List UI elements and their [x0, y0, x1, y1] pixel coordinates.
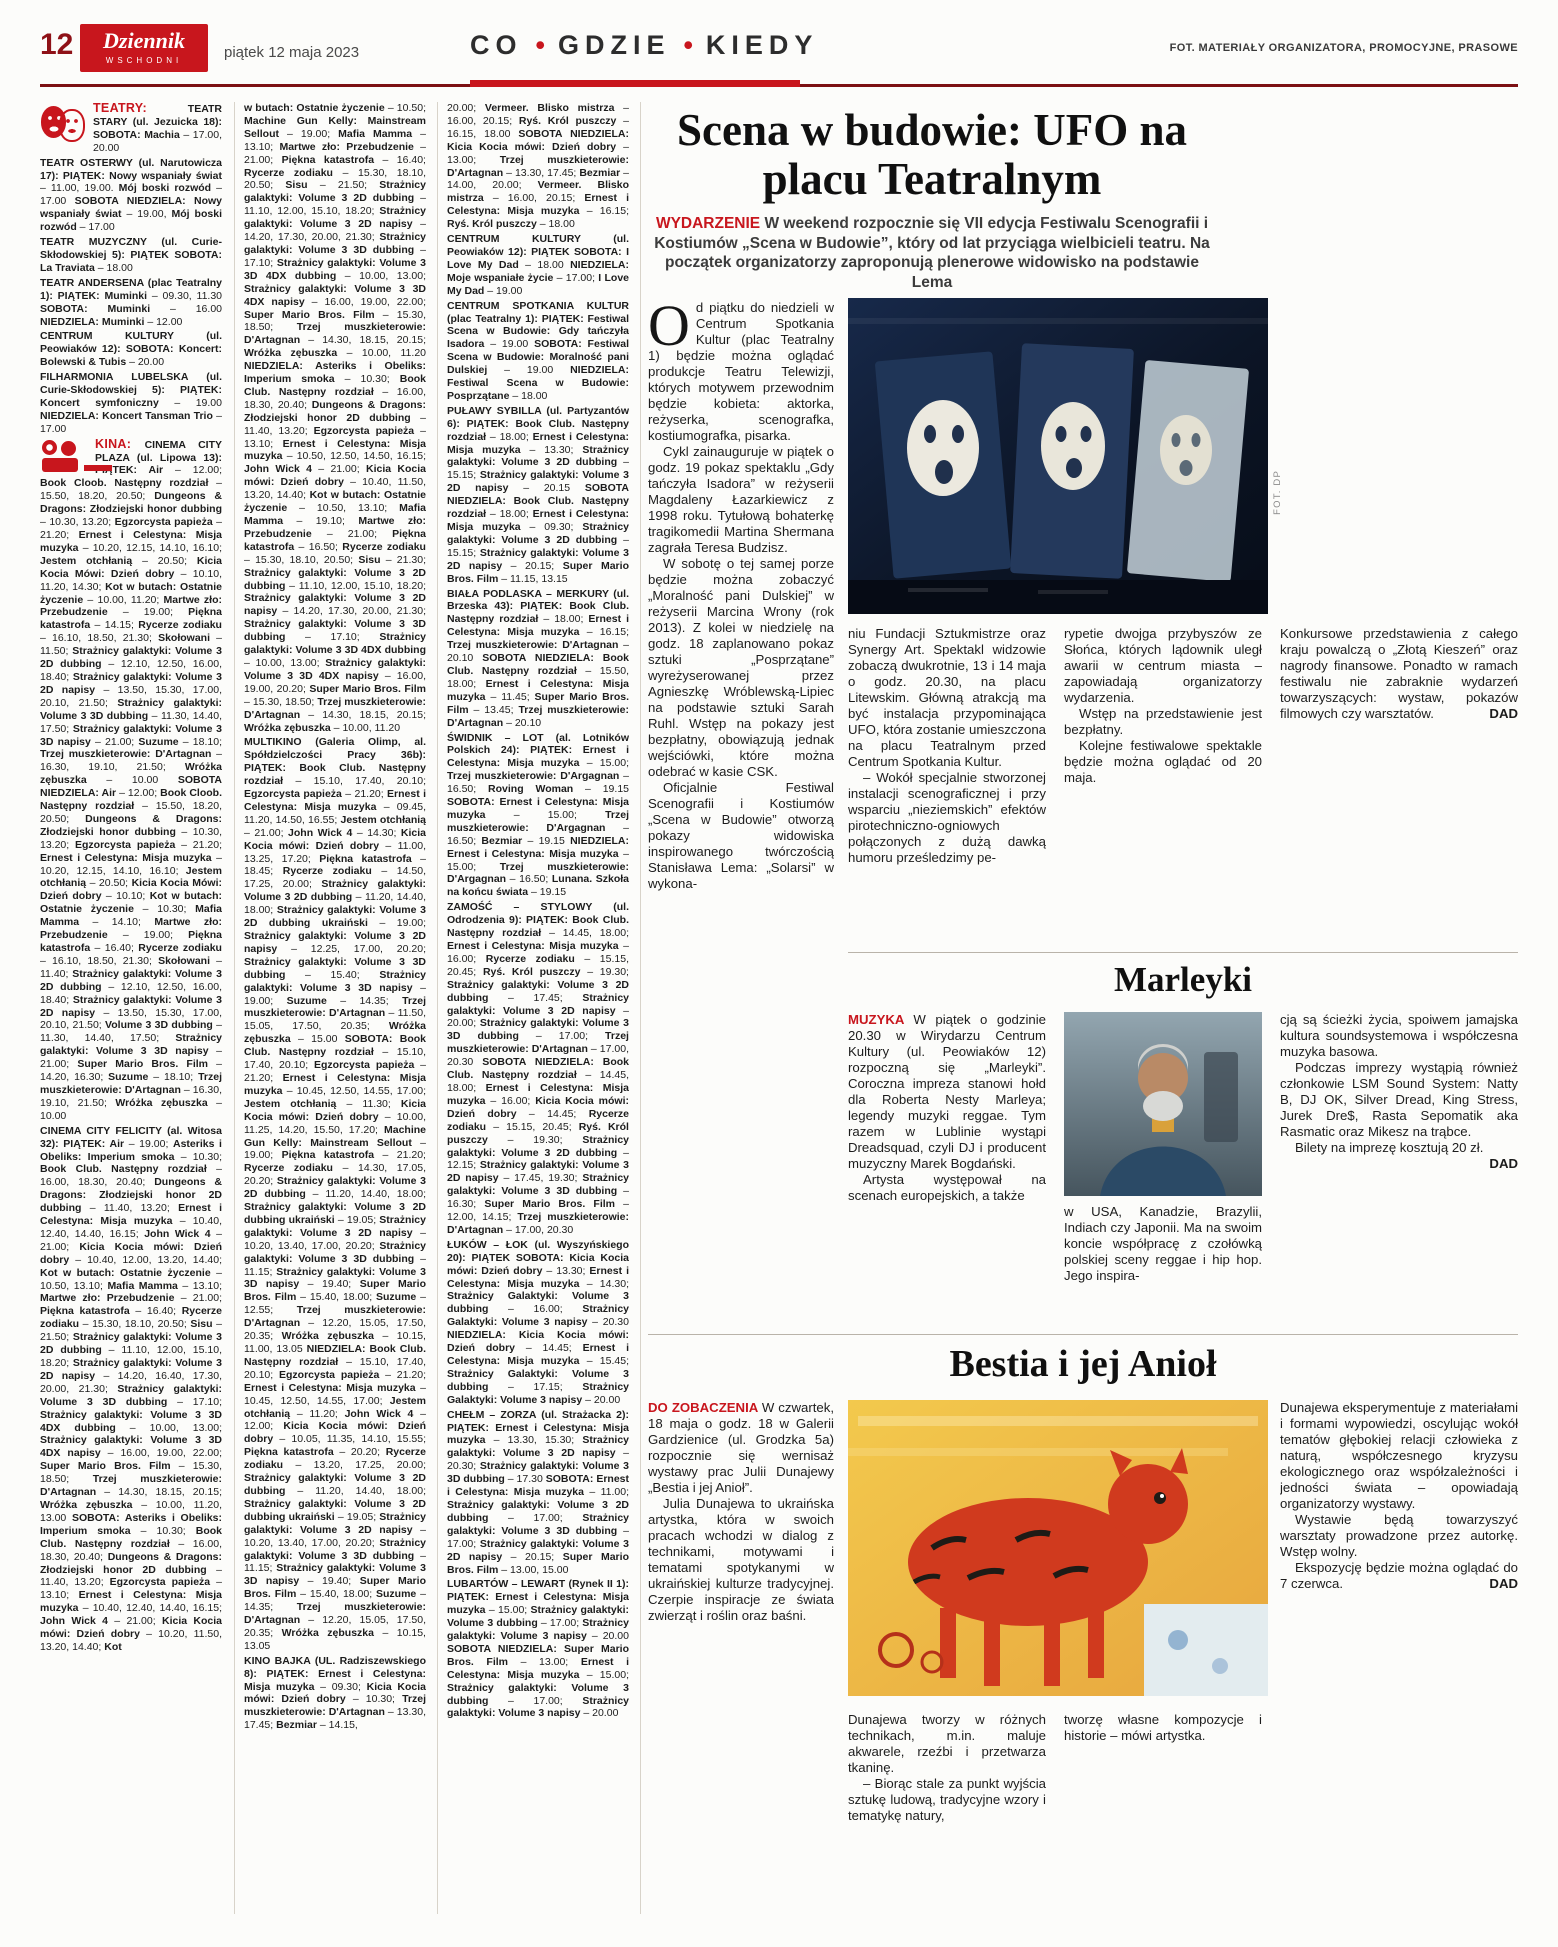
- label: MUZYKA: [848, 1012, 914, 1027]
- brand-logo: [80, 24, 208, 72]
- paragraph: [447, 233, 629, 298]
- text-run: Oficjalnie Festiwal Scenografii i Kostiumów „Scena w Budowie” otworzą pokazy widowiska inspirowanego twórczością Stanisława Lema: „Solarsi” w wykona-: [648, 780, 834, 891]
- paragraph: [40, 236, 222, 275]
- text-run: BIAŁA PODLASKA – MERKURY (ul. Brzeska 43): PIĄTEK: Book Club. Następny rozdział – 18.00; Ernest i Celestyna: Misja muzyka – 16.15; Trzej muszkieterowie: D'Artagnan – 20.10 SOBOTA NIEDZIELA: Book Club. Następny rozdział – 15.50, 18.00; Ernest i Celestyna: Misja muzyka – 11.45; Super Mario Bros. Film – 13.45; Trzej muszkieterowie: D'Artagnan – 20.10: [447, 587, 629, 729]
- paragraph: [848, 1712, 1046, 1776]
- text-run: ŁUKÓW – ŁOK (ul. Wyszyńskiego 20): PIĄTEK SOBOTA: Kicia Kocia mówi: Dzień dobry – 13.30; Ernest i Celestyna: Misja muzyka – 14.30; Strażnicy Galaktyki: Volume 3 dubbing – 16.00; Strażnicy Galaktyki: Volume 3 napisy – 20.30 NIEDZIELA: Kicia Kocia mówi: Dzień dobry – 14.45; Ernest i Celestyna: Misja muzyka – 15.45; Strażnicy Galaktyki: Volume 3 dubbing – 17.15; Strażnicy Galaktyki: Volume 3 napisy – 20.00: [447, 1238, 629, 1406]
- issue-date: piątek 12 maja 2023: [224, 44, 360, 61]
- text-run: Kolejne festiwalowe spektakle będzie można oglądać od 20 maja.: [1064, 738, 1262, 785]
- text-run: ŚWIDNIK – LOT (al. Lotników Polskich 24): PIĄTEK: Ernest i Celestyna: Misja muzyka – 15.00; Trzej muszkieterowie: D'Argagnan – 16.50; Roving Woman – 19.15 SOBOTA: Ernest i Celestyna: Misja muzyka – 15.00; Trzej muszkieterowie: D'Argagnan – 16.50; Bezmiar – 19.15 NIEDZIELA: Ernest i Celestyna: Misja muzyka – 15.00; Trzej muszkieterowie: D'Argagnan – 16.50; Lunana. Szkoła na końcu świata – 19.15: [447, 731, 629, 899]
- header-accent-rule: [470, 80, 800, 87]
- article-headline-ufo: Scena w budowie: UFO na placu Teatralnym: [676, 105, 1188, 204]
- bestia-column-4: [1280, 1400, 1518, 1905]
- section-word: CO: [470, 30, 523, 60]
- marleyki-photo: [1064, 1012, 1262, 1196]
- column-divider: [234, 102, 235, 1914]
- ufo-article-column-4: [1280, 626, 1518, 946]
- text-run: W sobotę o tej samej porze będzie można zobaczyć „Moralność pani Dulskiej” w reżyserii Marcina Wrony (rok 2013). Z kolei w niedzielę na godz. 18 zaplanowano pokaz sztuki „Posprzątane” wyreżyserowanej przez Agnieszkę Wróblewską-Lipiec na podstawie sztuki Sarah Ruhl. Wstęp na pokazy jest bezpłatny, obowiązują jednak wejściówki, które można odebrać w kasie CSK.: [648, 556, 834, 779]
- text-run: PUŁAWY SYBILLA (ul. Partyzantów 6): PIĄTEK: Book Club. Następny rozdział – 18.00; Ernest i Celestyna: Misja muzyka – 13.30; Strażnicy galaktyki: Volume 3 2D dubbing – 15.15; Strażnicy galaktyki: Volume 3 2D napisy – 20.15 SOBOTA NIEDZIELA: Book Club. Następny rozdział – 18.00; Ernest i Celestyna: Misja muzyka – 09.30; Strażnicy galaktyki: Volume 3 2D dubbing – 15.15; Strażnicy galaktyki: Volume 3 2D napisy – 20.15; Super Mario Bros. Film – 11.15, 13.15: [447, 404, 629, 585]
- text-run: Podczas imprezy wystąpią również członkowie LSM Sound System: Natty B, DJ OK, Silver Dread, King Stress, Jurek Dre$, Rasta Sepomatik aka Rasmatic oraz Mikesz na trąbce.: [1280, 1060, 1518, 1139]
- paragraph: [40, 371, 222, 436]
- column-divider: [437, 102, 438, 1914]
- marleyki-column-1: [848, 1012, 1046, 1310]
- paragraph: [447, 1239, 629, 1407]
- photo-credits-note: FOT. MATERIAŁY ORGANIZATORA, PROMOCYJNE, PRASOWE: [1169, 42, 1518, 54]
- text-run: ZAMOŚĆ – STYLOWY (ul. Odrodzenia 9): PIĄTEK: Book Club. Następny rozdział – 14.45, 18.00; Ernest i Celestyna: Misja muzyka – 16.00; Rycerze zodiaku – 15.15, 20.45; Ryś. Król puszczy – 19.30; Strażnicy galaktyki: Volume 3 2D dubbing – 17.45; Strażnicy galaktyki: Volume 3 2D napisy – 20.00; Strażnicy galaktyki: Volume 3 3D dubbing – 17.00; Trzej muszkieterowie: D'Artagnan – 17.00, 20.30 SOBOTA NIEDZIELA: Book Club. Następny rozdział – 14.45, 18.00; Ernest i Celestyna: Misja muzyka – 16.00; Kicia Kocia mówi: Dzień dobry – 14.45; Rycerze zodiaku – 15.15, 20.45; Ryś. Król puszczy – 19.30; Strażnicy galaktyki: Volume 3 2D dubbing – 12.15; Strażnicy galaktyki: Volume 3 2D napisy – 17.45, 19.30; Strażnicy galaktyki: Volume 3 3D dubbing – 16.30; Super Mario Bros. Film – 12.00, 14.15; Trzej muszkieterowie: D'Artagnan – 17.00, 20.30: [447, 901, 629, 1236]
- paragraph: [447, 732, 629, 900]
- paragraph: [40, 1125, 222, 1654]
- article-headline-marleyki: Marleyki: [1113, 960, 1253, 999]
- text-run: LUBARTÓW – LEWART (Rynek II 1): PIĄTEK: Ernest i Celestyna: Misja muzyka – 15.00; Strażnicy galaktyki: Volume 3 dubbing – 17.00; Strażnicy galaktyki: Volume 3 napisy – 20.00 SOBOTA NIEDZIELA: Super Mario Bros. Film – 13.00; Ernest i Celestyna: Misja muzyka – 15.00; Strażnicy galaktyki: Volume 3 dubbing – 17.00; Strażnicy galaktyki: Volume 3 napisy – 20.00: [447, 1578, 629, 1720]
- section-word: • KIEDY: [670, 30, 818, 60]
- listings-column-1: [40, 102, 222, 1914]
- label: TEATRY:: [93, 102, 188, 115]
- text-run: CENTRUM KULTURY (ul. Peowiaków 12): PIĄTEK SOBOTA: I Love My Dad – 18.00 NIEDZIELA: Moje wspaniałe życie – 17.00; I Love My Dad – 19.00: [447, 233, 629, 297]
- paragraph: [1064, 626, 1262, 706]
- paragraph: [40, 277, 222, 329]
- paragraph: [40, 330, 222, 369]
- text-run: FILHARMONIA LUBELSKA (ul. Curie-Skłodowskiej 5): PIĄTEK: Koncert symfoniczny – 19.00 NIEDZIELA: Koncert Tansman Trio – 17.00: [40, 371, 222, 435]
- bestia-artwork: [848, 1400, 1268, 1696]
- stage-masks-photo-illustration: [848, 298, 1268, 614]
- author-initials: DAD: [1489, 1156, 1518, 1171]
- text-run: CINEMA CITY PLAZA (ul. Lipowa 13): PIĄTEK: Air – 12.00; Book Cloob. Następny rozdział – 15.50, 18.20, 20.50; Dungeons & Dragons: Złodziejski honor dubbing – 10.30, 13.20; Egzorcysta papieża – 21.20; Ernest i Celestyna: Misja muzyka – 10.20, 12.15, 14.10, 16.10; Jestem otchłanią – 20.50; Kicia Kocia Mówi: Dzień dobry – 10.10, 11.20, 14.30; Kot w butach: Ostatnie życzenie – 10.00, 11.20; Martwe zło: Przebudzenie – 19.00; Piękna katastrofa – 14.15; Rycerze zodiaku – 16.10, 18.50, 21.30; Skołowani – 11.50; Strażnicy galaktyki: Volume 3 2D dubbing – 12.10, 12.50, 16.00, 18.40; Strażnicy galaktyki: Volume 3 2D napisy – 13.50, 15.30, 17.00, 20.10, 21.50; Strażnicy galaktyki: Volume 3 3D dubbing – 11.30, 14.40, 17.50; Strażnicy galaktyki: Volume 3 3D napisy – 21.00; Suzume – 18.10; Trzej muszkieterowie: D'Artagnan – 16.30, 19.10, 21.50; Wróżka zębuszka – 10.00 SOBOTA NIEDZIELA: Air – 12.00; Book Cloob. Następny rozdział – 15.50, 18.20, 20.50; Dungeons & Dragons: Złodziejski honor dubbing – 10.30, 13.20; Egzorcysta papieża – 21.20; Ernest i Celestyna: Misja muzyka – 10.20, 12.15, 14.10, 16.10; Jestem otchłanią – 20.50; Kicia Kocia Mówi: Dzień dobry – 10.10; Kot w butach: Ostatnie życzenie – 10.30; Mafia Mamma – 14.10; Martwe zło: Przebudzenie – 19.00; Piękna katastrofa – 16.40; Rycerze zodiaku – 16.10, 18.50, 21.30; Skołowani – 11.40; Strażnicy galaktyki: Volume 3 2D dubbing – 12.10, 12.50, 16.00, 18.40; Strażnicy galaktyki: Volume 3 2D napisy – 13.50, 15.30, 17.00, 20.10, 21.50; Volume 3 3D dubbing – 11.30, 14.40, 17.50; Strażnicy galaktyki: Volume 3 3D napisy – 21.00; Super Mario Bros. Film – 14.20, 16.30; Suzume – 18.10; Trzej muszkieterowie: D'Artagnan – 16.30, 19.10, 21.50; Wróżka zębuszka – 10.00: [40, 438, 222, 1122]
- paragraph: [447, 588, 629, 730]
- section-divider: [848, 952, 1518, 953]
- label: KINA:: [95, 436, 145, 451]
- text-run: Ekspozycję będzie można oglądać do 7 czerwca.: [1280, 1560, 1518, 1591]
- paragraph: [648, 444, 834, 556]
- author-initials: DAD: [1489, 1576, 1518, 1591]
- text-run: Konkursowe przedstawienia z całego kraju powalczą o „Złotą Kieszeń” oraz nagrody finansowe. Ponadto w ramach festiwalu nie zabraknie wydarzeń towarzyszących: wystaw, pokazów filmowych czy warsztatów.: [1280, 626, 1518, 721]
- text-run: rypetie dwojga przybyszów ze Słońca, których lądownik uległ awarii w centrum miasta – zapowiadają organizatorzy wydarzenia.: [1064, 626, 1262, 705]
- ufo-article-photo: [848, 298, 1268, 614]
- text-run: W czwartek, 18 maja o godz. 18 w Galerii Gardzienice (ul. Grodzka 5a) rozpocznie się wernisaż wystawy prac Julii Dunajewy „Bestia i jej Anioł”.: [648, 1400, 834, 1495]
- column-divider: [640, 102, 641, 1914]
- beast-painting-illustration: [848, 1400, 1268, 1696]
- paragraph: [1280, 1012, 1518, 1060]
- bestia-column-1: [648, 1400, 834, 1905]
- text-run: CENTRUM KULTURY (ul. Peowiaków 12): SOBOTA: Koncert: Bolewski & Tubis – 20.00: [40, 330, 222, 369]
- text-run: – Biorąc stale za punkt wyjścia sztukę ludową, tradycyjne wzory i tematykę natury,: [848, 1776, 1046, 1823]
- paragraph: [648, 300, 834, 444]
- text-run: CENTRUM SPOTKANIA KULTUR (plac Teatralny 1): PIĄTEK: Festiwal Scena w Budowie: Gdy tańczyła Isadora – 19.00 SOBOTA: Festiwal Scena w Budowie: Moralność pani Dulskiej – 19.00 NIEDZIELA: Festiwal Scena w Budowie: Posprzątane – 18.00: [447, 299, 629, 402]
- text-run: tworzę własne kompozycje i historie – mówi artystka.: [1064, 1712, 1262, 1743]
- text-run: KINO BAJKA (UL. Radziszewskiego 8): PIĄTEK: Ernest i Celestyna: Misja muzyka – 09.30; Kicia Kocia mówi: Dzień dobry – 10.30; Trzej muszkieterowie: D'Artagnan – 13.30, 17.45; Bezmiar – 14.15,: [244, 1654, 426, 1732]
- text-run: Wystawie będą towarzyszyć warsztaty prowadzone przez autorkę. Wstęp wolny.: [1280, 1512, 1518, 1559]
- paragraph: [447, 901, 629, 1237]
- paragraph: [1064, 1712, 1262, 1744]
- paragraph: [648, 1496, 834, 1624]
- author-initials: DAD: [1489, 706, 1518, 721]
- paragraph: [1064, 706, 1262, 738]
- listing-theatres: [40, 102, 222, 155]
- article-lead: [650, 214, 1214, 292]
- text-run: TEATR OSTERWY (ul. Narutowicza 17): PIĄTEK: Nowy wspaniały świat – 11.00, 19.00. Mój boski rozwód – 17.00 SOBOTA NIEDZIELA: Nowy wspaniały świat – 19.00, Mój boski rozwód – 17.00: [40, 156, 222, 234]
- brand-name: Dziennik: [103, 28, 185, 53]
- lead-label: WYDARZENIE: [655, 215, 761, 232]
- text-run: Wstęp na przedstawienie jest bezpłatny.: [1064, 706, 1262, 737]
- paragraph: [447, 405, 629, 586]
- paragraph: [244, 102, 426, 734]
- text-run: 20.00; Vermeer. Blisko mistrza – 16.00, 20.15; Ryś. Król puszczy – 16.15, 18.00 SOBOTA NIEDZIELA: Kicia Kocia mówi: Dzień dobry – 13.00; Trzej muszkieterowie: D'Artagnan – 13.30, 17.45; Bezmiar – 14.00, 20.00; Vermeer. Blisko mistrza – 16.00, 20.15; Ernest i Celestyna: Misja muzyka – 16.15; Ryś. Król puszczy – 18.00: [447, 102, 629, 231]
- paragraph: [1064, 1204, 1262, 1284]
- paragraph: [848, 1012, 1046, 1172]
- text-run: Bilety na imprezę kosztują 20 zł.: [1295, 1140, 1484, 1155]
- text-run: Julia Dunajewa to ukraińska artystka, która w swoich pracach wchodzi w dialog z technikami, motywami i tematami spotykanymi w ukraińskiej kulturze tradycyjnej. Czerpie inspiracje ze świata zwierząt i roślin oraz baśni.: [648, 1496, 834, 1623]
- paragraph: [648, 1400, 834, 1496]
- masks-icon: [40, 104, 86, 142]
- lead-text: W weekend rozpocznie się VII edycja Festiwalu Scenografii i Kostiumów „Scena w Budowie”, który od lat przyciąga wielbicieli teatru. Na początek organizatorzy zaproponują plenerowe widowisko na podstawie Lema: [654, 215, 1210, 291]
- page-number: 12: [40, 28, 74, 61]
- paragraph: [447, 1409, 629, 1577]
- paragraph: [1280, 1140, 1518, 1171]
- text-run: TEATR STARY (ul. Jezuicka 18): SOBOTA: Machia – 17.00, 20.00: [93, 103, 222, 154]
- paragraph: [244, 736, 426, 1652]
- text-run: w butach: Ostatnie życzenie – 10.50; Machine Gun Kelly: Mainstream Sellout – 19.00; Mafia Mamma – 13.10; Martwe zło: Przebudzenie – 21.00; Piękna katastrofa – 16.40; Rycerze zodiaku – 15.30, 18.10, 20.50; Sisu – 21.50; Strażnicy galaktyki: Volume 3 2D dubbing – 11.10, 12.00, 15.10, 18.20; Strażnicy galaktyki: Volume 3 2D napisy – 14.20, 17.30, 20.00, 21.30; Strażnicy galaktyki: Volume 3 3D dubbing – 17.10; Strażnicy galaktyki: Volume 3 3D 4DX dubbing – 10.00, 13.00; Strażnicy galaktyki: Volume 3 3D 4DX napisy – 16.00, 19.00, 22.00; Super Mario Bros. Film – 15.30, 18.50; Trzej muszkieterowie: D'Artagnan – 14.30, 18.15, 20.15; Wróżka zębuszka – 10.00, 11.20 NIEDZIELA: Asteriks i Obeliks: Imperium smoka – 10.30; Book Club. Następny rozdział – 16.00, 18.30, 20.40; Dungeons & Dragons: Złodziejski honor 2D dubbing – 11.40, 13.20; Egzorcysta papieża – 13.10; Ernest i Celestyna: Misja muzyka – 10.50, 12.50, 14.50, 16.15; John Wick 4 – 21.00; Kicia Kocia mówi: Dzień dobry – 10.40, 11.50, 13.20, 14.40; Kot w butach: Ostatnie życzenie – 10.50, 13.10; Mafia Mamma – 19.10; Martwe zło: Przebudzenie – 21.00; Piękna katastrofa – 16.50; Rycerze zodiaku – 15.30, 18.10, 20.50; Sisu – 21.30; Strażnicy galaktyki: Volume 3 2D dubbing – 11.10, 12.00, 15.10, 18.20; Strażnicy galaktyki: Volume 3 2D napisy – 14.20, 17.30, 20.00, 21.30; Strażnicy galaktyki: Volume 3 3D dubbing – 17.10; Strażnicy galaktyki: Volume 3 3D 4DX dubbing – 10.00, 13.00; Strażnicy galaktyki: Volume 3 3D 4DX napisy – 16.00, 19.00, 20.20; Super Mario Bros. Film – 15.30, 18.50; Trzej muszkieterowie: D'Artagnan – 14.30, 18.15, 20.15; Wróżka zębuszka – 10.00, 11.20: [244, 102, 426, 734]
- paragraph: [447, 1578, 629, 1720]
- article-headline-bestia: Bestia i jej Anioł: [949, 1343, 1217, 1385]
- musician-photo-illustration: [1064, 1012, 1262, 1196]
- paragraph: [1280, 1060, 1518, 1140]
- text-run: niu Fundacji Sztukmistrze oraz Synergy Art. Spektakl widzowie zobaczą dwukrotnie, 13 i 14 maja o godz. 20.30, na placu Litewskim. Główną atrakcją ma być instalacja przypominająca UFO, która zostanie umieszczona na placu Teatralnym przed Centrum Spotkania Kultur.: [848, 626, 1046, 769]
- paragraph: [848, 770, 1046, 866]
- listings-column-2: [244, 102, 426, 1914]
- paragraph: [1064, 738, 1262, 786]
- text-run: cją są ścieżki życia, spoiwem jamajska kultura soundsystemowa i współczesna muzyka basowa.: [1280, 1012, 1518, 1059]
- paragraph: [1280, 626, 1518, 722]
- paragraph: [1280, 1400, 1518, 1512]
- projector-icon: [40, 440, 88, 474]
- text-run: CHEŁM – ZORZA (ul. Strażacka 2): PIĄTEK: Ernest i Celestyna: Misja muzyka – 13.30, 15.30; Strażnicy galaktyki: Volume 3 2D napisy – 20.30; Strażnicy galaktyki: Volume 3 3D dubbing – 17.30 SOBOTA: Ernest i Celestyna: Misja muzyka – 11.00; Strażnicy galaktyki: Volume 3 2D dubbing – 17.00; Strażnicy galaktyki: Volume 3 3D dubbing – 17.00; Strażnicy galaktyki: Volume 3 2D napisy – 20.15; Super Mario Bros. Film – 13.00, 15.00: [447, 1408, 629, 1576]
- paragraph: [648, 556, 834, 780]
- text-run: W piątek o godzinie 20.30 w Wirydarzu Centrum Kultury (ul. Peowiaków 12) rozpoczną się „Marleyki”. Coroczna impreza stanowi hołd dla Roberta Nesty Marleya; legendy muzyki reggae. Tym razem w Lublinie wystąpi Dreadsquad, czyli DJ i producent muzyczny Marek Bogdański.: [848, 1012, 1046, 1171]
- listing-cinemas: [40, 438, 222, 1123]
- brand-subtitle: WSCHODNI: [105, 56, 183, 65]
- text-run: Dunajewa eksperymentuje z materiałami i formami wypowiedzi, oscylując wokół tematów głębokiej relacji człowieka z naturą, współczesnego kryzysu ekologicznego oraz współzależności i jedności świata – opowiadają organizatorzy wystawy.: [1280, 1400, 1518, 1511]
- ufo-article-column-3: [1064, 626, 1262, 946]
- text-run: w USA, Kanadzie, Brazylii, Indiach czy Japonii. Ma na swoim koncie współpracę z czołówką polskiej sceny reggae i hip hop. Jego inspira-: [1064, 1204, 1262, 1283]
- marleyki-column-2: [1064, 1204, 1262, 1310]
- section-divider: [648, 1334, 1518, 1335]
- text-run: TEATR ANDERSENA (plac Teatralny 1): PIĄTEK: Muminki – 09.30, 11.30 SOBOTA: Muminki – 16.00 NIEDZIELA: Muminki – 12.00: [40, 276, 222, 328]
- paragraph: [1280, 1512, 1518, 1560]
- paragraph: [848, 1172, 1046, 1204]
- section-word: • GDZIE: [523, 30, 671, 60]
- text-run: TEATR MUZYCZNY (ul. Curie-Skłodowskiej 5): PIĄTEK SOBOTA: La Traviata – 18.00: [40, 236, 222, 274]
- paragraph: [648, 780, 834, 892]
- text-run: d piątku do niedzieli w Centrum Spotkania Kultur (plac Teatralny 1) będzie można oglądać produkcje Teatru Telewizji, których motywem przewodnim będzie kobieta: aktorka, reżyserka, scenografka, kostiumografka, pisarka.: [648, 300, 834, 443]
- text-run: – Wokół specjalnie stworzonej instalacji scenograficznej i przy wsparciu „nieziemskich” efektów pirotechniczno-ogniowych połączonych z dużą dawką humoru prześledzimy pe-: [848, 770, 1046, 865]
- paragraph: [447, 300, 629, 403]
- text-run: MULTIKINO (Galeria Olimp, al. Spółdzielczości Pracy 36b): PIĄTEK: Book Club. Następny rozdział – 15.10, 17.40, 20.10; Egzorcysta papieża – 21.20; Ernest i Celestyna: Misja muzyka – 09.45, 11.20, 14.50, 16.55; Jestem otchłanią – 21.00; John Wick 4 – 14.30; Kicia Kocia mówi: Dzień dobry – 11.00, 13.25, 17.20; Piękna katastrofa – 18.45; Rycerze zodiaku – 14.50, 17.25, 20.00; Strażnicy galaktyki: Volume 3 2D dubbing – 11.20, 14.40, 18.00; Strażnicy galaktyki: Volume 3 2D dubbing ukraiński – 19.00; Strażnicy galaktyki: Volume 3 2D napisy – 12.25, 17.00, 20.20; Strażnicy galaktyki: Volume 3 3D dubbing – 15.40; Strażnicy galaktyki: Volume 3 3D napisy – 19.00; Suzume – 14.35; Trzej muszkieterowie: D'Artagnan – 11.50, 15.05, 17.50, 20.35; Wróżka zębuszka – 15.00 SOBOTA: Book Club. Następny rozdział – 15.10, 17.40, 20.10; Egzorcysta papieża – 21.20; Ernest i Celestyna: Misja muzyka – 10.45, 12.50, 14.55, 17.00; Jestem otchłanią – 11.30; Kicia Kocia mówi: Dzień dobry – 10.00, 11.25, 14.20, 15.50, 17.20; Machine Gun Kelly: Mainstream Sellout – 19.00; Piękna katastrofa – 21.20; Rycerze zodiaku – 14.30, 17.05, 20.20; Strażnicy galaktyki: Volume 3 2D dubbing – 11.20, 14.40, 18.00; Strażnicy galaktyki: Volume 3 2D dubbing ukraiński – 19.05; Strażnicy galaktyki: Volume 3 2D napisy – 10.20, 13.40, 17.00, 20.20; Strażnicy galaktyki: Volume 3 3D dubbing – 11.15; Strażnicy galaktyki: Volume 3 3D napisy – 19.40; Super Mario Bros. Film – 15.40, 18.00; Suzume – 12.55; Trzej muszkieterowie: D'Artagnan – 12.20, 15.05, 17.50, 20.35; Wróżka zębuszka – 10.15, 11.00, 13.05 NIEDZIELA: Book Club. Następny rozdział – 15.10, 17.40, 20.10; Egzorcysta papieża – 21.20; Ernest i Celestyna: Misja muzyka – 10.45, 12.50, 14.55, 17.00; Jestem otchłanią – 11.20; John Wick 4 – 12.00; Kicia Kocia mówi: Dzień dobry – 10.05, 11.35, 14.10, 15.55; Piękna katastrofa – 20.20; Rycerze zodiaku – 13.20, 17.25, 20.00; Strażnicy galaktyki: Volume 3 2D dubbing – 11.20, 14.40, 18.00; Strażnicy galaktyki: Volume 3 2D dubbing ukraiński – 19.05; Strażnicy galaktyki: Volume 3 2D napisy – 10.20, 13.40, 17.00, 20.20; Strażnicy galaktyki: Volume 3 3D dubbing – 11.15; Strażnicy galaktyki: Volume 3 3D napisy – 19.40; Super Mario Bros. Film – 15.40, 18.00; Suzume – 14.35; Trzej muszkieterowie: D'Artagnan – 12.20, 15.05, 17.50, 20.35; Wróżka zębuszka – 10.15, 13.05: [244, 736, 426, 1652]
- ufo-article-column-1: [648, 300, 834, 1225]
- listings-column-3: [447, 102, 629, 1914]
- section-title: [470, 30, 819, 61]
- paragraph: [848, 626, 1046, 770]
- label: DO ZOBACZENIA: [648, 1400, 762, 1415]
- paragraph: [447, 102, 629, 231]
- paragraph: [40, 157, 222, 234]
- drop-cap: O: [648, 300, 690, 358]
- paragraph: [244, 1655, 426, 1732]
- ufo-article-column-2: [848, 626, 1046, 946]
- marleyki-column-3: [1280, 1012, 1518, 1310]
- photo-credit: FOT. DP: [1272, 470, 1283, 515]
- paragraph: [1280, 1560, 1518, 1592]
- text-run: Artysta występował na scenach europejskich, a także: [848, 1172, 1046, 1203]
- text-run: Dunajewa tworzy w różnych technikach, m.in. maluje akwarele, rzeźbi i przetwarza tkaninę.: [848, 1712, 1046, 1775]
- paragraph: [848, 1776, 1046, 1824]
- bestia-column-3: [1064, 1712, 1262, 1904]
- bestia-column-2: [848, 1712, 1046, 1904]
- text-run: CINEMA CITY FELICITY (al. Witosa 32): PIĄTEK: Air – 19.00; Asteriks i Obeliks: Imperium smoka – 10.30; Book Club. Następny rozdział – 16.00, 18.30, 20.40; Dungeons & Dragons: Złodziejski honor 2D dubbing – 11.40, 13.20; Ernest i Celestyna: Misja muzyka – 10.40, 12.40, 14.40, 16.15; John Wick 4 – 21.00; Kicia Kocia mówi: Dzień dobry – 10.40, 12.00, 13.20, 14.40; Kot w butach: Ostatnie życzenie – 10.50, 13.10; Mafia Mamma – 13.10; Martwe zło: Przebudzenie – 21.00; Piękna katastrofa – 16.40; Rycerze zodiaku – 15.30, 18.10, 20.50; Sisu – 21.50; Strażnicy galaktyki: Volume 3 2D dubbing – 11.10, 12.00, 15.10, 18.20; Strażnicy galaktyki: Volume 3 2D napisy – 14.20, 16.40, 17.30, 20.00, 21.30; Strażnicy galaktyki: Volume 3 3D dubbing – 17.10; Strażnicy galaktyki: Volume 3 3D 4DX dubbing – 10.00, 13.00; Strażnicy galaktyki: Volume 3 3D 4DX napisy – 16.00, 19.00, 22.00; Super Mario Bros. Film – 15.30, 18.50; Trzej muszkieterowie: D'Artagnan – 14.30, 18.15, 20.15; Wróżka zębuszka – 10.00, 11.20, 13.00 SOBOTA: Asteriks i Obeliks: Imperium smoka – 10.30; Book Club. Następny rozdział – 16.00, 18.30, 20.40; Dungeons & Dragons: Złodziejski honor 2D dubbing – 11.40, 13.20; Egzorcysta papieża – 13.10; Ernest i Celestyna: Misja muzyka – 10.40, 12.40, 14.40, 16.15; John Wick 4 – 21.00; Kicia Kocia mówi: Dzień dobry – 10.20, 11.50, 13.20, 14.40; Kot: [40, 1124, 222, 1653]
- text-run: Cykl zainauguruje w piątek o godz. 19 pokaz spektaklu „Gdy tańczyła Isadora” w reżyserii Magdaleny Łazarkiewicz z 1998 roku. Tytułową bohaterkę tragikomedii Martina Shermana zagrała Teresa Budzisz.: [648, 444, 834, 555]
